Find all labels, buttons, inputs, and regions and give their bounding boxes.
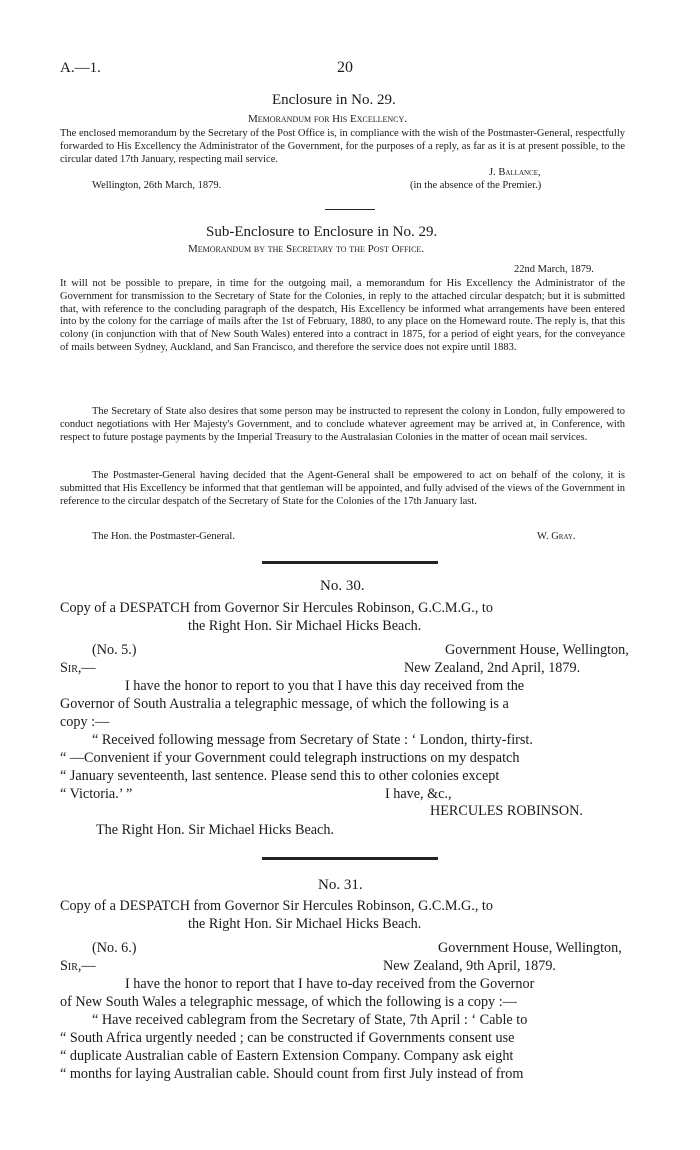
despatch-ref-number: (No. 5.)	[92, 642, 137, 658]
subenclosure-title: Sub-Enclosure to Enclosure in No. 29.	[206, 224, 438, 240]
despatch-quote-line-2: “ South Africa urgently needed ; can be constructed if Governments consent use	[60, 1030, 515, 1046]
section-divider-heavy	[262, 857, 438, 860]
despatch-title-line-1: Copy of a DESPATCH from Governor Sir Hercules Robinson, G.C.M.G., to	[60, 898, 493, 914]
despatch-body-line-2: of New South Wales a telegraphic message, of which the following is a copy :—	[60, 994, 517, 1010]
enclosure-place-date: Wellington, 26th March, 1879.	[92, 180, 222, 191]
despatch-quote-line-1: “ Received following message from Secretary of State : ‘ London, thirty-first.	[92, 732, 533, 748]
despatch-title-line-2: the Right Hon. Sir Michael Hicks Beach.	[188, 916, 422, 932]
despatch-salutation: Sir,—	[60, 958, 96, 974]
subenclosure-addressee: The Hon. the Postmaster-General.	[92, 531, 235, 542]
page-number: 20	[337, 59, 353, 76]
subenclosure-date: 22nd March, 1879.	[514, 264, 594, 275]
despatch-quote-line-4: “ months for laying Australian cable. Should count from first July instead of from	[60, 1066, 524, 1082]
despatch-body-line-1: I have the honor to report that I have to-day received from the Governor	[125, 976, 535, 992]
despatch-signature: HERCULES ROBINSON.	[430, 803, 583, 819]
subenclosure-memo-heading: Memorandum by the Secretary to the Post Office.	[188, 243, 425, 255]
document-reference: A.—1.	[60, 60, 101, 76]
subenclosure-signature: W. Gray.	[537, 531, 576, 542]
despatch-body-line-3: copy :—	[60, 714, 110, 730]
despatch-address-line-2: New Zealand, 2nd April, 1879.	[404, 660, 581, 676]
despatch-closing: I have, &c.,	[385, 786, 452, 802]
subenclosure-paragraph-2: The Secretary of State also desires that some person may be instructed to represent the colony in London, fully empowered to conduct negotiations with Her Majesty's Government, and to conclude whatever agreement may be arrived at, in Conference, with respect to future postage payments by the Imperial Treasury to the Australasian Colonies in the matter of ocean mail services.	[60, 406, 625, 443]
despatch-body-line-2: Governor of South Australia a telegraphic message, of which the following is a	[60, 696, 509, 712]
despatch-body-line-1: I have the honor to report to you that I have this day received from the	[125, 678, 525, 694]
enclosure-body: The enclosed memorandum by the Secretary of the Post Office is, in compliance with the wish of the Postmaster-General, respectfully forwarded to His Excellency the Administrator of the Government, for the purposes of a reply, as far as it is at present possible, to the circular dated 17th January, respecting mail service.	[60, 128, 625, 165]
section-divider	[325, 209, 375, 210]
despatch-quote-line-4: “ Victoria.’ ”	[60, 786, 133, 802]
despatch-address-line-2: New Zealand, 9th April, 1879.	[383, 958, 556, 974]
despatch-address-line-1: Government House, Wellington,	[438, 940, 622, 956]
despatch-title-line-2: the Right Hon. Sir Michael Hicks Beach.	[188, 618, 422, 634]
section-divider-heavy	[262, 561, 438, 564]
memorandum-heading: Memorandum for His Excellency.	[248, 113, 408, 125]
enclosure-signature-note: (in the absence of the Premier.)	[410, 180, 542, 191]
despatch-addressee: The Right Hon. Sir Michael Hicks Beach.	[96, 822, 334, 838]
despatch-title-line-1: Copy of a DESPATCH from Governor Sir Hercules Robinson, G.C.M.G., to	[60, 600, 493, 616]
despatch-number: No. 31.	[318, 877, 363, 893]
despatch-quote-line-1: “ Have received cablegram from the Secretary of State, 7th April : ‘ Cable to	[92, 1012, 528, 1028]
despatch-quote-line-2: “ —Convenient if your Government could telegraph instructions on my despatch	[60, 750, 520, 766]
despatch-ref-number: (No. 6.)	[92, 940, 137, 956]
enclosure-title: Enclosure in No. 29.	[272, 92, 396, 108]
enclosure-signature: J. Ballance,	[489, 167, 541, 178]
subenclosure-paragraph-3: The Postmaster-General having decided that the Agent-General shall be empowered to act on behalf of the colony, it is submitted that His Excellency be informed that that gentleman will be appointed, and fully advised of the views of the Government in reference to the circular despatch of the Secretary of State for the Colonies of the 17th January last.	[60, 470, 625, 507]
despatch-quote-line-3: “ January seventeenth, last sentence. Please send this to other colonies except	[60, 768, 500, 784]
despatch-quote-line-3: “ duplicate Australian cable of Eastern Extension Company. Company ask eight	[60, 1048, 514, 1064]
despatch-number: No. 30.	[320, 578, 365, 594]
despatch-address-line-1: Government House, Wellington,	[445, 642, 629, 658]
despatch-salutation: Sir,—	[60, 660, 96, 676]
subenclosure-paragraph-1: It will not be possible to prepare, in time for the outgoing mail, a memorandum for His Excellency the Administrator of the Government for transmission to the Secretary of State for the Colonies, in reply to the attached circular despatch; but it is submitted that, with reference to the concluding paragraph of the despatch, His Excellency be informed what arrangements have been entered into by the colony for the carriage of mails after the 1st of February, 1880, to any place on the Homeward route. The reply is, that this colony (in conjunction with that of New South Wales) entered into a contract in 1875, for a period of eight years, for the conveyance of mails between Sydney, Auckland, and San Francisco, and therefore the service does not expire until 1883.	[60, 278, 625, 353]
